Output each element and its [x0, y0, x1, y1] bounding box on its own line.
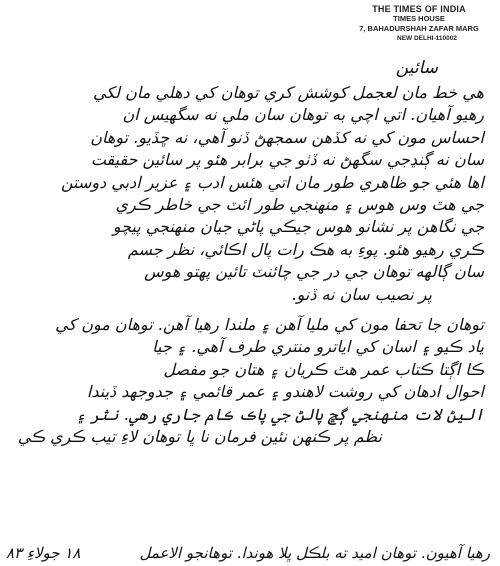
letterhead-city: NEW DELHI-110002 [397, 35, 457, 42]
letter-line: هي خط مان لعجمل کوشش کري توهان کي دهلي مان لکي [92, 83, 484, 102]
letter-line: ڪري رهيو هئو. پوءِ به هڪ رات پال اڪائي، نظر جسم [127, 239, 484, 259]
letter-line: احساس مون کي نه کڏهن سمجهڻ ڏنو آهي، نه ڇڏيو. توهان [90, 127, 484, 147]
letter-line: سان ڳالهه توهان جي در جي چائنٽ تائين پهتو هوس [144, 262, 484, 282]
letter-signoff [6, 538, 490, 562]
letter-line: احوال ادهان کي روشت لاهندو ۽ عمر قائمي ۽ جدوجهد ڏيندا [86, 382, 484, 402]
letter-line: نظم پر ڪنهن نئين فرمان نا ڀا توهان لاءِ تيب ڪري ڪي [17, 427, 382, 447]
letter-line: توهان جا تحفا مون کي مليا آهن ۽ ملندا رهيا آهن. توهان مون کي [55, 315, 484, 335]
letterhead-street: 7, BAHADURSHAH ZAFAR MARG [359, 24, 479, 33]
letter-salutation: سائين [395, 58, 438, 78]
letter-paragraph-2 [6, 314, 492, 448]
letter-line: ڪا اڳتا ڪتاب عمر هٿ ڪريان ۽ هتان جو مفصل [163, 359, 484, 379]
letter-line: جي هٿ وس هوس ۽ منهنجي طور ائٽ جي خاطر ڪري [115, 195, 484, 215]
letter-line: اها هئي جو ظاهري طور مان اتي هئس ادب ۽ عزير ادبي دوستن [60, 172, 484, 192]
letterhead [354, 4, 484, 44]
letterhead-organization: THE TIMES OF INDIA [372, 4, 466, 14]
letter-line: جي نگاهن پر نشانو هوس جيڪي پاڻي جيان منهنجي پيچو [112, 217, 484, 237]
letter-line: رهيو آهيان. اتي اچي به توهان سان ملي نه سگهيس ان [122, 105, 484, 125]
handwritten-letter-body [6, 56, 492, 449]
letter-line: پر نصيب سان نه ڏنو. [291, 284, 432, 304]
letter-line: سان نه ڳنڍجي سگهڻ نه ڏٺو جي برابر هئو پر سائين حقيقت [90, 150, 484, 170]
letterhead-building: TIMES HOUSE [393, 14, 445, 23]
letter-signature: رهيا آهيون. توهان اميد ته بلڪل ڀلا هوندا. توهانجو الاعمل [139, 544, 490, 562]
letter-line: اليڻ لات منهنجي ڳڇ پالڻ جي پاڪ ڪام جاري رهي. نثر ۽ [76, 404, 484, 424]
letter-line: ياد ڪيو ۽ اسان کي اياترو منتري طرف آهي. ۽ جيا [152, 337, 484, 357]
letter-paragraph-1 [6, 82, 492, 306]
letter-date: ١٨ جولاءِ ٨٣ [6, 544, 81, 562]
